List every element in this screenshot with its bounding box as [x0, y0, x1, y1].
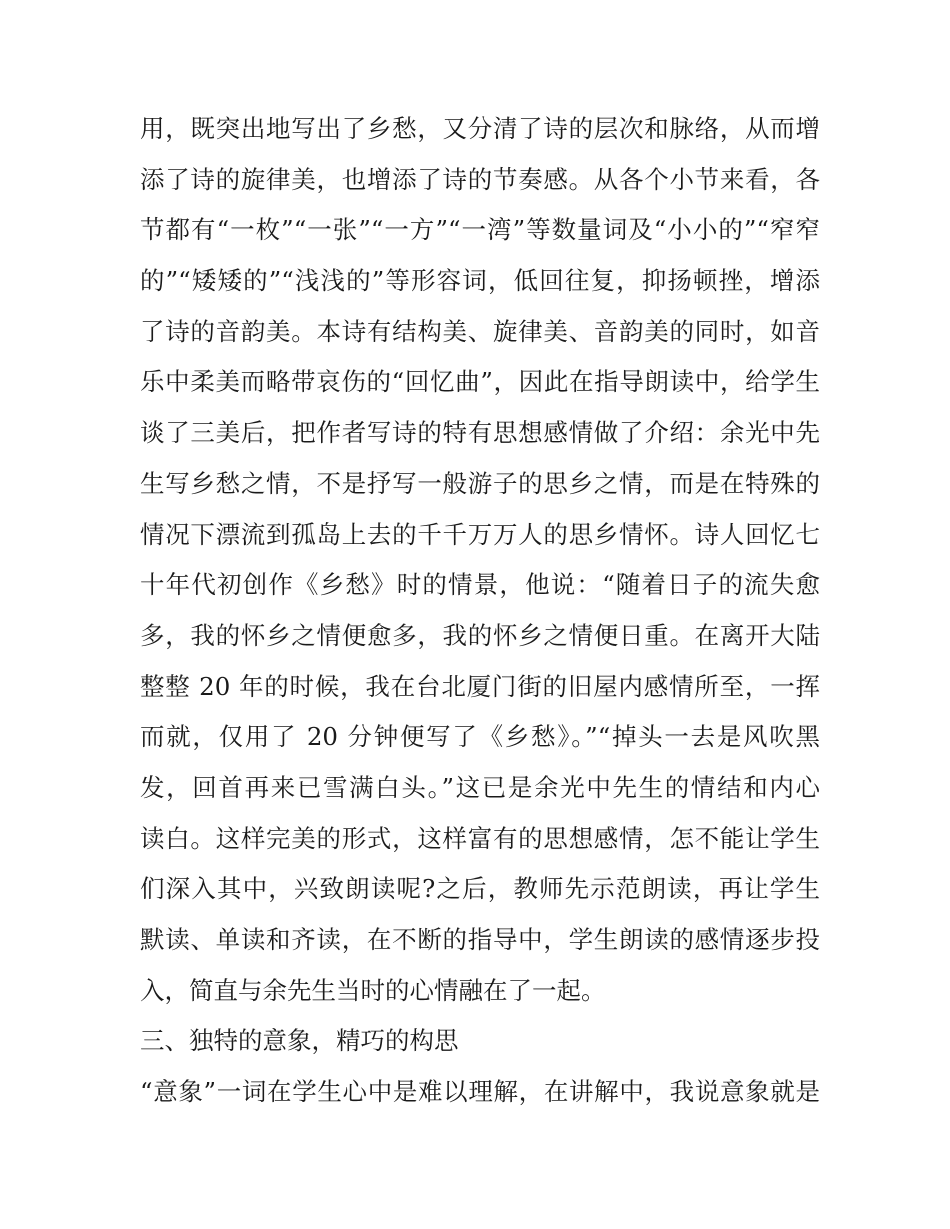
text-line-9: 情况下漂流到孤岛上去的千千万万人的思乡情怀。诗人回忆七: [140, 519, 820, 549]
text-line-18: 入，简直与余先生当时的心情融在了一起。: [140, 975, 606, 1005]
text-line-13: 而就，仅用了 20 分钟便写了《乡愁》。”“掉头一去是风吹黑: [140, 722, 820, 752]
text-line-17: 默读、单读和齐读，在不断的指导中，学生朗读的感情逐步投: [140, 925, 820, 954]
section-heading: 三、独特的意象，精巧的构思: [140, 1026, 459, 1056]
text-line-4: 的”“矮矮的”“浅浅的”等形容词，低回往复，抑扬顿挫，增添: [140, 266, 820, 296]
text-line-8: 生写乡愁之情，不是抒写一般游子的思乡之情，而是在特殊的: [140, 468, 820, 498]
text-line-11: 多，我的怀乡之情便愈多，我的怀乡之情便日重。在离开大陆: [140, 620, 820, 650]
text-line-14: 发，回首再来已雪满白头。”这已是余光中先生的情结和内心: [140, 772, 820, 802]
text-line-12: 整整 20 年的时候，我在台北厦门街的旧屋内感情所至，一挥: [140, 671, 820, 701]
text-line-3: 节都有“一枚”“一张”“一方”“一湾”等数量词及“小小的”“窄窄: [140, 215, 820, 245]
text-line-2: 添了诗的旋律美，也增添了诗的节奏感。从各个小节来看，各: [140, 164, 820, 194]
text-line-6: 乐中柔美而略带哀伤的“回忆曲”，因此在指导朗读中，给学生: [140, 367, 820, 397]
text-line-1: 用，既突出地写出了乡愁，又分清了诗的层次和脉络，从而增: [140, 114, 820, 143]
text-line-20: “意象”一词在学生心中是难以理解，在讲解中，我说意象就是: [140, 1077, 820, 1107]
body-text: [140, 104, 820, 1118]
text-line-15: 读白。这样完美的形式，这样富有的思想感情，怎不能让学生: [140, 823, 820, 853]
text-line-10: 十年代初创作《乡愁》时的情景，他说：“随着日子的流失愈: [140, 570, 820, 600]
text-line-16: 们深入其中，兴致朗读呢?之后，教师先示范朗读，再让学生: [140, 874, 820, 904]
text-line-5: 了诗的音韵美。本诗有结构美、旋律美、音韵美的同时，如音: [140, 316, 820, 346]
text-line-7: 谈了三美后，把作者写诗的特有思想感情做了介绍：余光中先: [140, 418, 820, 448]
